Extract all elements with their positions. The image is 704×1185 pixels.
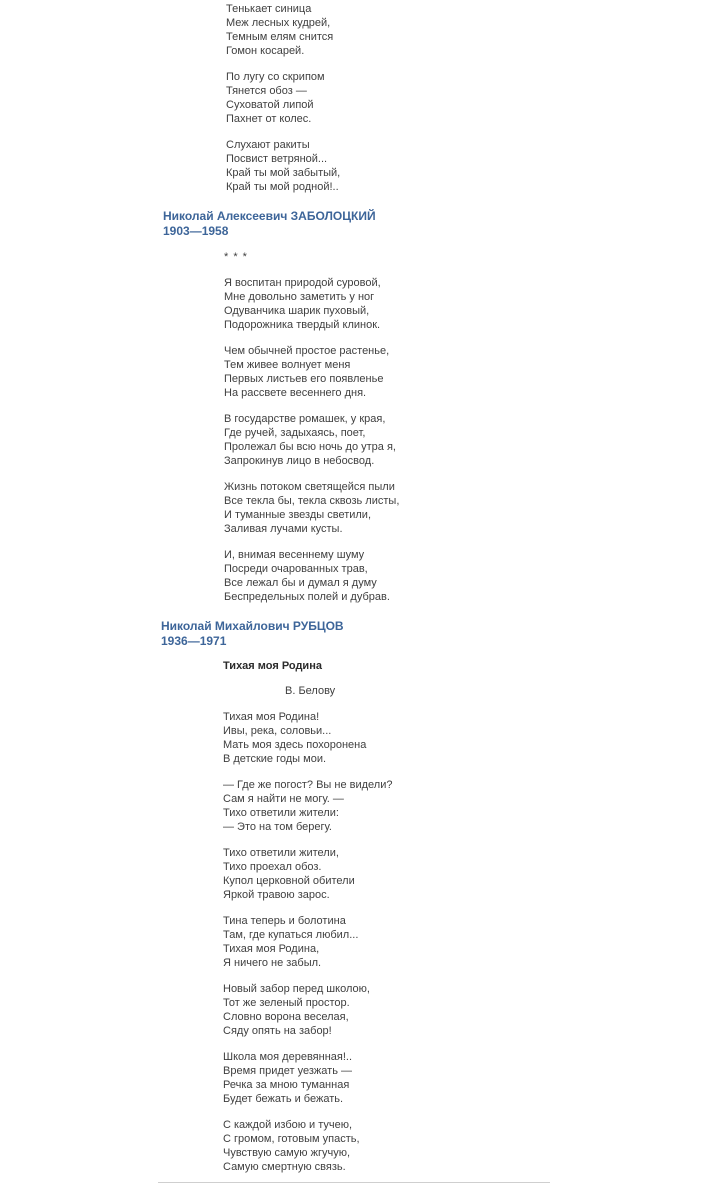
poem-rubtsov	[223, 710, 392, 1174]
poem-line: Новый забор перед школою,	[223, 983, 370, 995]
poem-line: Речка за мною туманная	[223, 1079, 350, 1091]
poem-line: Словно ворона веселая,	[223, 1011, 349, 1023]
stanza	[223, 1050, 392, 1106]
poem-line: Край ты мой забытый,	[226, 167, 341, 179]
stanza	[224, 344, 399, 400]
stanza	[223, 914, 392, 970]
poem-line: Тихо ответили жители,	[223, 847, 339, 859]
author-years: 1936—1971	[161, 634, 227, 648]
poem-line: Чем обычней простое растенье,	[224, 345, 390, 357]
poem-line: Мне довольно заметить у ног	[224, 291, 375, 303]
stanza	[226, 138, 340, 194]
poem-line: И, внимая весеннему шуму	[224, 549, 365, 561]
poem-line: С каждой избою и тучею,	[223, 1119, 353, 1131]
stanza	[224, 276, 399, 332]
author-heading-zabolotsky	[163, 209, 376, 239]
poem-line: Тихо ответили жители:	[223, 807, 339, 819]
poem-line: Меж лесных кудрей,	[226, 17, 331, 29]
stanza	[226, 70, 340, 126]
poem-line: Пахнет от колес.	[226, 113, 312, 125]
stanza	[223, 778, 392, 834]
poem-line: Яркой травою зарос.	[223, 889, 330, 901]
poem-fragment-1	[226, 2, 340, 194]
poem-line: Тихо проехал обоз.	[223, 861, 322, 873]
poem-line: Край ты мой родной!..	[226, 181, 339, 193]
poem-line: Сам я найти не могу. —	[223, 793, 344, 805]
poem-line: Тот же зеленый простор.	[223, 997, 350, 1009]
stanza	[224, 480, 399, 536]
author-name: Николай Михайлович РУБЦОВ	[161, 619, 344, 633]
stanza	[223, 846, 392, 902]
poem-line: Я воспитан природой суровой,	[224, 277, 381, 289]
poem-line: И туманные звезды светили,	[224, 509, 372, 521]
poem-line: Чувствую самую жгучую,	[223, 1147, 351, 1159]
poem-zabolotsky	[224, 276, 399, 604]
poem-line: Пролежал бы всю ночь до утра я,	[224, 441, 396, 453]
poem-line: Мать моя здесь похоронена	[223, 739, 367, 751]
stanza	[226, 2, 340, 58]
author-name: Николай Алексеевич ЗАБОЛОЦКИЙ	[163, 209, 376, 223]
author-years: 1903—1958	[163, 224, 229, 238]
poem-line: Жизнь потоком светящейся пыли	[224, 481, 395, 493]
poem-line: — Где же погост? Вы не видели?	[223, 779, 393, 791]
poem-title: Тихая моя Родина	[223, 660, 322, 672]
stanza	[224, 412, 399, 468]
poem-line: В детские годы мои.	[223, 753, 327, 765]
poem-dedication: В. Белову	[285, 685, 336, 697]
poem-line: Слухают ракиты	[226, 139, 310, 151]
poem-line: Школа моя деревянная!..	[223, 1051, 353, 1063]
poem-line: Будет бежать и бежать.	[223, 1093, 344, 1105]
stanza	[223, 1118, 392, 1174]
poem-line: Посвист ветряной...	[226, 153, 328, 165]
poem-line: Суховатой липой	[226, 99, 314, 111]
poem-line: Сяду опять на забор!	[223, 1025, 332, 1037]
stanza	[223, 982, 392, 1038]
poem-line: Там, где купаться любил...	[223, 929, 359, 941]
poem-line: С громом, готовым упасть,	[223, 1133, 360, 1145]
poem-line: Где ручей, задыхаясь, поет,	[224, 427, 366, 439]
poem-line: Беспредельных полей и дубрав.	[224, 591, 390, 603]
poem-line: Все текла бы, текла сквозь листы,	[224, 495, 400, 507]
stanza	[223, 710, 392, 766]
poem-line: Тянется обоз —	[226, 85, 307, 97]
poem-line: Тина теперь и болотина	[223, 915, 346, 927]
poem-line: На рассвете весеннего дня.	[224, 387, 367, 399]
poem-line: Купол церковной обители	[223, 875, 355, 887]
asterism: * * *	[224, 251, 248, 263]
poem-line: Подорожника твердый клинок.	[224, 319, 381, 331]
page-divider	[158, 1182, 550, 1183]
poem-line: Тенькает синица	[226, 3, 312, 15]
poem-line: По лугу со скрипом	[226, 71, 325, 83]
poem-line: Одуванчика шарик пуховый,	[224, 305, 370, 317]
poem-line: В государстве ромашек, у края,	[224, 413, 386, 425]
poem-line: Самую смертную связь.	[223, 1161, 346, 1173]
poem-line: Первых листьев его появленье	[224, 373, 384, 385]
poem-line: Гомон косарей.	[226, 45, 305, 57]
poem-line: Время придет уезжать —	[223, 1065, 352, 1077]
poem-line: — Это на том берегу.	[223, 821, 332, 833]
poem-line: Темным елям снится	[226, 31, 334, 43]
poem-line: Тихая моя Родина!	[223, 711, 320, 723]
stanza	[224, 548, 399, 604]
poem-line: Ивы, река, соловьи...	[223, 725, 332, 737]
poem-line: Запрокинув лицо в небосвод.	[224, 455, 375, 467]
poem-line: Все лежал бы и думал я думу	[224, 577, 377, 589]
poem-line: Посреди очарованных трав,	[224, 563, 368, 575]
poem-line: Заливая лучами кусты.	[224, 523, 343, 535]
poem-line: Я ничего не забыл.	[223, 957, 322, 969]
poem-line: Тем живее волнует меня	[224, 359, 351, 371]
poem-line: Тихая моя Родина,	[223, 943, 320, 955]
author-heading-rubtsov	[161, 619, 344, 649]
